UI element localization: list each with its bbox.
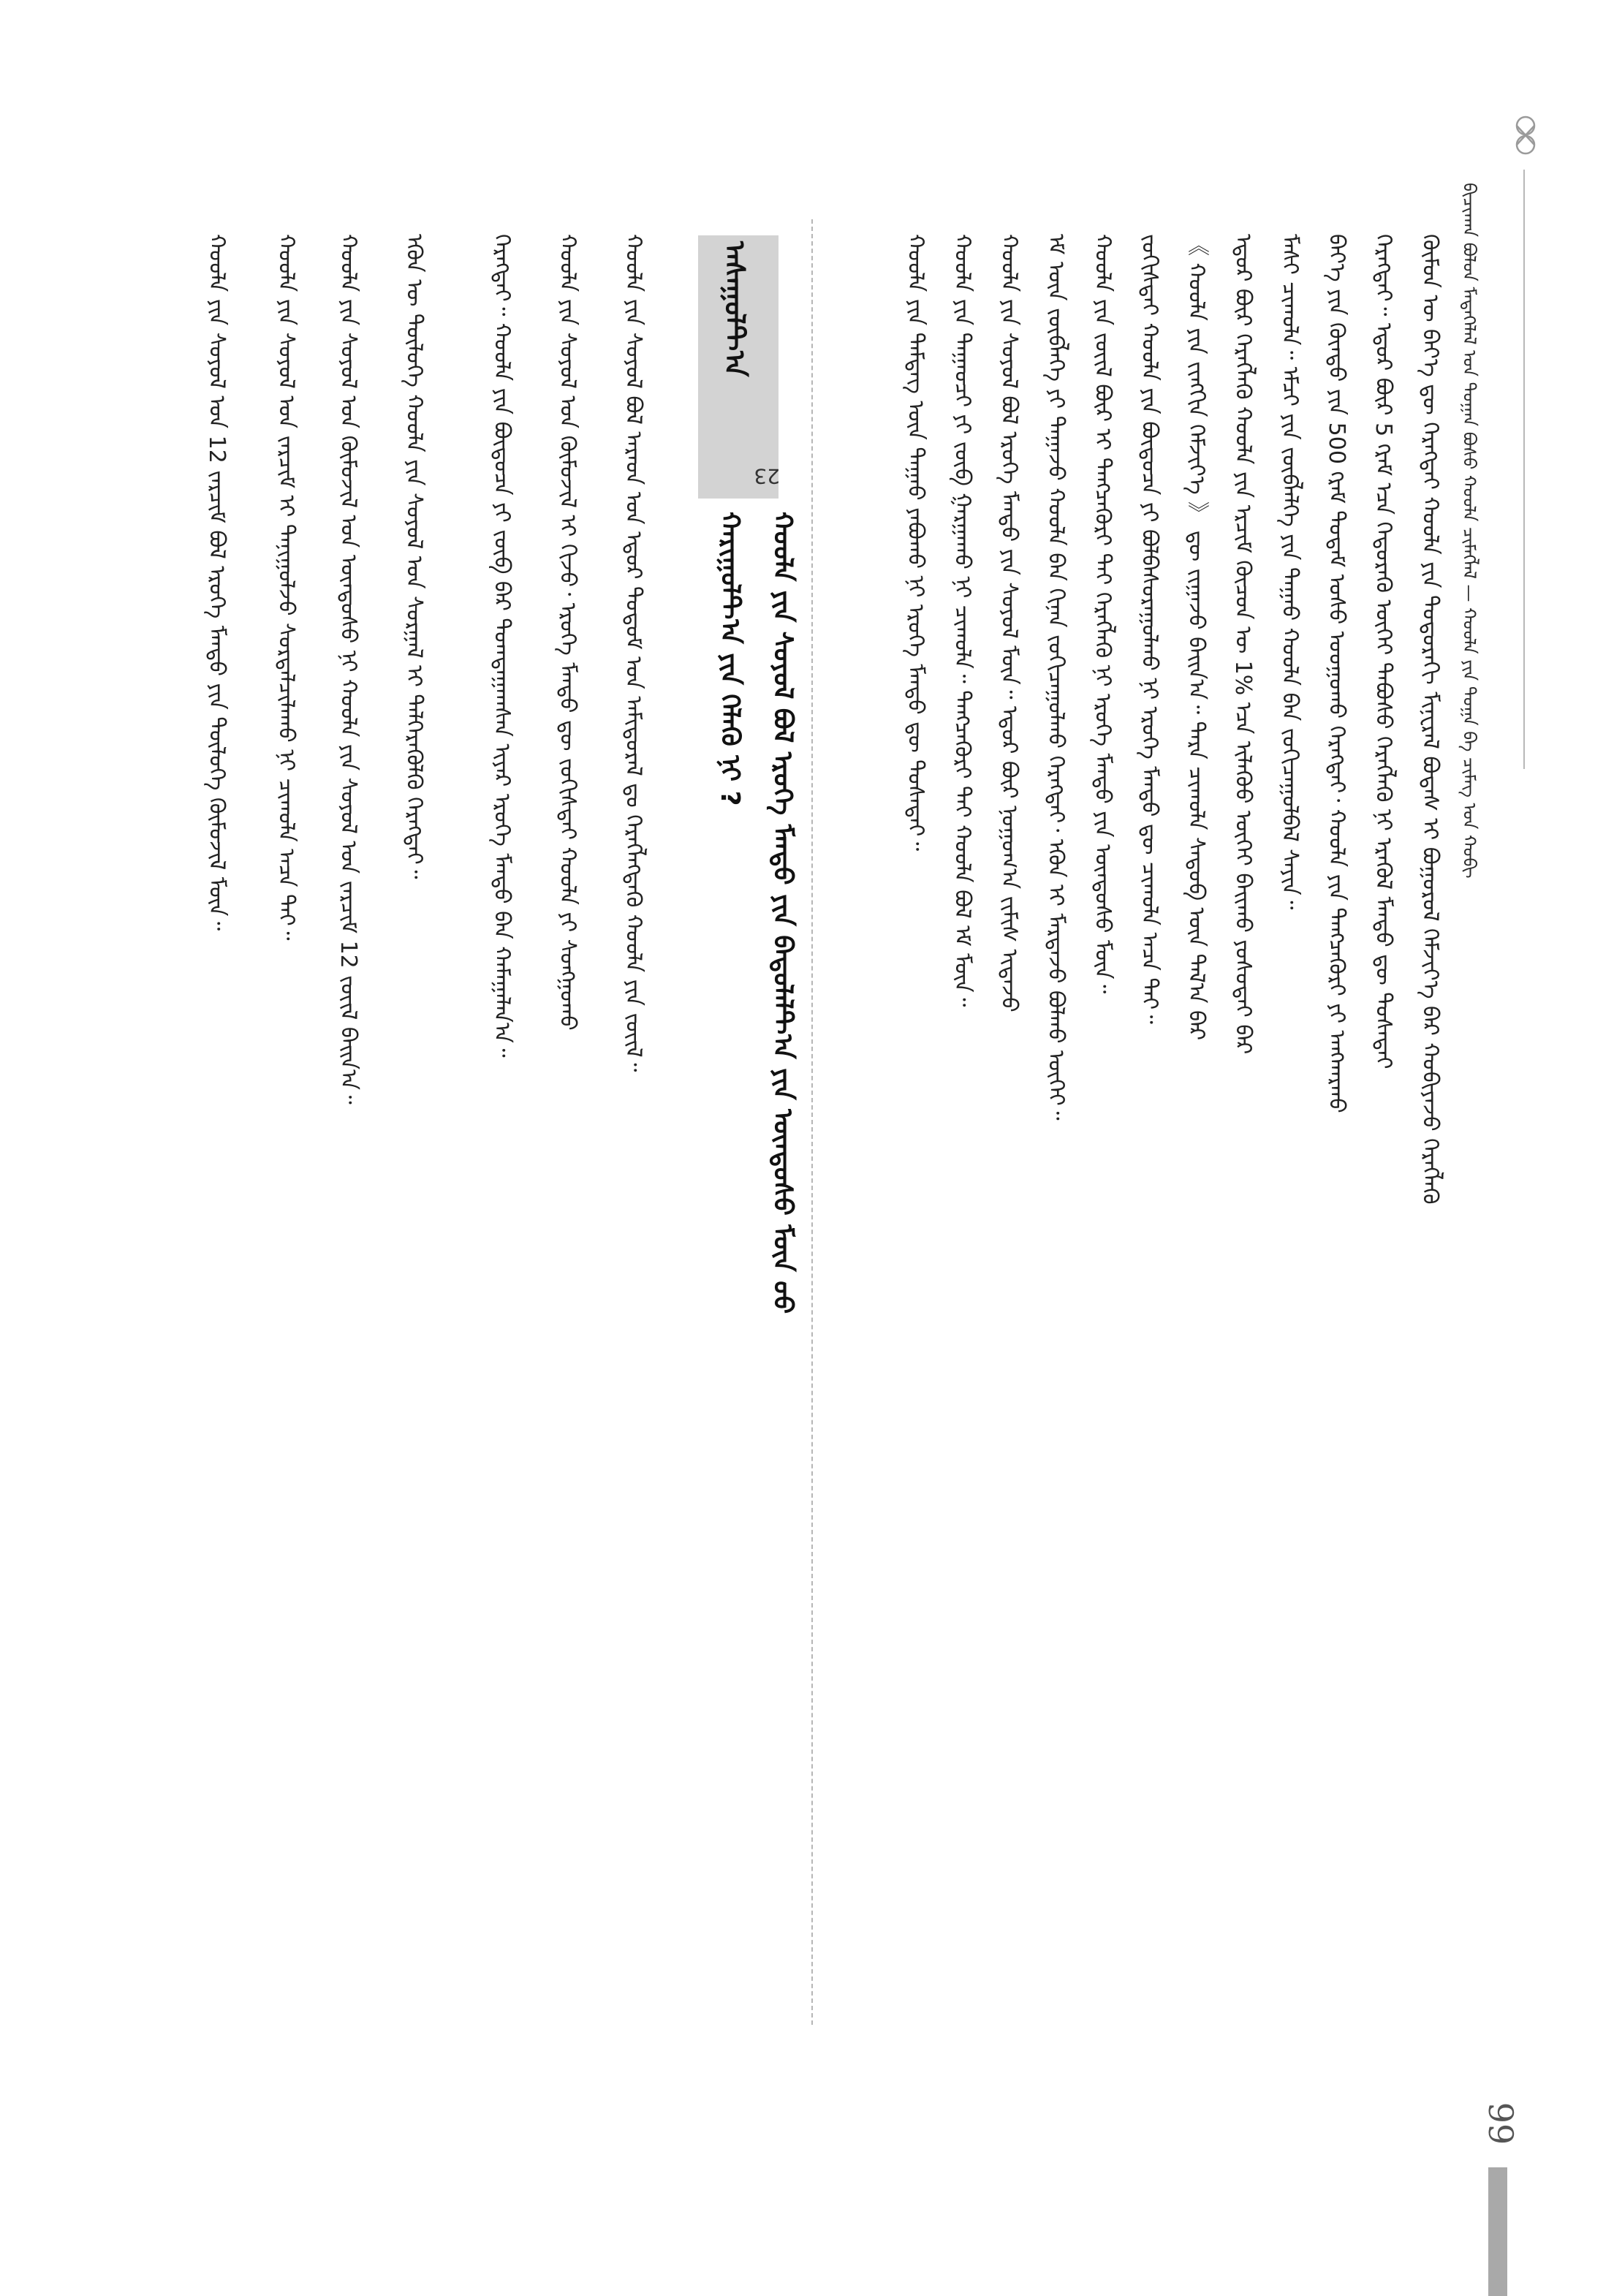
- paragraph-column: ᠡᠳᠦᠷ ᠪᠦᠷ ᠬᠡᠷᠡᠭᠯᠡᠬᠦ ᠬᠣᠣᠯᠠ ᠶᠢᠨ ᠡᠷᠴᠢᠮ ᠬᠦᠴᠦᠨ ᠦ 1% ᠡᠴᠡ ᠢᠯᠡᠭᠦᠦ ᠦᠭᠡᠢ ᠪᠠᠢᠬᠤ ᠶᠣᠰᠣᠲᠠᠢ ᠪᠡᠷ: [1230, 234, 1256, 1055]
- paragraph-column: ᠬᠦᠮᠦᠨ ᠦ ᠪᠡᠶ᠎ᠡ ᠳᠦ ᠬᠡᠷᠡᠭᠲᠡᠢ ᠬᠣᠣᠯᠠ ᠶᠢᠨ ᠳᠣᠲᠣᠷᠠᠬᠢ ᠮᠢᠨᠧᠷᠠᠯ ᠪᠣᠳᠠᠰ ᠢ ᠪᠣᠭᠣᠷᠣᠯ ᠬᠡᠮᠵᠢᠶ᠎ᠡ ᠪᠡᠷ ᠬᠤᠪᠢᠶᠠᠵᠤ ᠬᠡᠷᠡᠭᠯᠡᠬᠦ: [1417, 234, 1443, 1205]
- answer-column: ᠬᠣᠣᠯᠠ ᠶᠢᠨ ᠰᠣᠶᠣᠯ ᠤᠨ ᠵᠠᠷᠴᠢᠮ ᠢ ᠲᠠᠨᠢᠭᠤᠯᠵᠤ ᠰᠤᠷᠲᠠᠯᠴᠢᠯᠠᠬᠤ ᠨᠢ ᠴᠢᠬᠤᠯᠠ ᠠᠴᠠ ᠲᠠᠢ᠃: [273, 234, 299, 941]
- question-title-line-2: ᠬᠠᠷᠢᠭᠤᠯᠲ᠎ᠠ ᠶᠢᠨ ᠬᠡᠯᠡᠬᠦ ᠨᠢ ?: [715, 512, 745, 806]
- paragraph-column: ᠬᠣᠣᠯᠠ ᠶᠢᠨ ᠵᠦᠢᠯ ᠪᠦᠷ ᠢ ᠲᠡᠩᠴᠡᠭᠦᠷᠢ ᠲᠠᠢ ᠬᠡᠷᠡᠭᠯᠡᠬᠦ ᠨᠢ ᠡᠷᠦᠬᠡ ᠮᠡᠨᠳᠦ ᠶᠢᠨ ᠦᠨᠳᠦᠰᠦ ᠮᠥᠨ᠃: [1090, 234, 1115, 994]
- paragraph-column: ᠪᠡᠶ᠎ᠡ ᠶᠢᠨ ᠬᠦᠨᠳᠦ ᠶᠢᠨ 500 ᠭᠷᠠᠮ ᠲᠤᠲᠠᠮ ᠤᠰᠤ ᠤᠤᠭᠤᠬᠤ ᠬᠡᠷᠡᠭᠲᠡᠢ᠂ ᠬᠣᠣᠯᠠ ᠶᠢᠨ ᠲᠡᠩᠴᠡᠭᠦᠷᠢ ᠶᠢ ᠠᠩᠬᠠᠷᠬᠤ: [1324, 234, 1349, 1113]
- answer-column: ᠬᠣᠣᠯᠠ ᠶᠢᠨ ᠰᠣᠶᠣᠯ ᠪᠣᠯ ᠠᠷᠠᠳ ᠤᠨ ᠡᠳᠦᠷ ᠲᠤᠲᠤᠮ ᠤᠨ ᠠᠮᠢᠳᠤᠷᠠᠯ ᠳᠤ ᠬᠡᠷᠡᠭᠯᠡᠭᠳᠡᠬᠦ ᠬᠣᠣᠯᠠ ᠶᠢᠨ ᠵᠦᠢᠯ᠃: [621, 234, 646, 1072]
- paragraph-column: ᠬᠣᠣᠯᠠ ᠶᠢᠨ ᠲᠡᠮᠳᠡᠭ ᠦᠨ ᠳᠠᠭᠠᠤ ᠶᠠᠪᠤᠬᠤ ᠨᠢ ᠡᠷᠦᠬᠡ ᠮᠡᠨᠳᠦ ᠳᠦ ᠲᠤᠰᠠᠲᠠᠢ᠃: [903, 234, 928, 852]
- paragraph-column: ᠡᠮ ᠦᠨ ᠵᠥᠪᠯᠡᠭᠡ ᠶᠢ ᠳᠠᠭᠠᠵᠤ ᠬᠣᠣᠯᠠ ᠪᠡᠨ ᠬᠢᠨᠠᠨ ᠵᠣᠬᠢᠴᠠᠭᠤᠯᠬᠤ ᠬᠡᠷᠡᠭᠲᠡᠢ᠂ ᠡᠭᠦᠨ ᠢ ᠮᠠᠷᠲᠠᠵᠤ ᠪᠣᠯᠬᠤ ᠦᠭᠡᠢ᠃: [1043, 234, 1069, 1121]
- paragraph-column: 《 ᠬᠣᠣᠯᠠ ᠶᠢᠨ ᠵᠢᠩᠭᠢᠨ ᠬᠡᠮᠵᠢᠶ᠎ᠡ 》 ᠳᠦ ᠵᠢᠭᠠᠵᠤ ᠪᠠᠢᠨ᠎ᠠ᠃ ᠲᠡᠷᠡ ᠴᠢᠬᠤᠯᠠ ᠰᠡᠳᠦᠪ ᠦᠨ ᠲᠠᠯ᠎ᠠ ᠪᠡᠷ: [1183, 234, 1209, 1041]
- paragraph-column: ᠬᠣᠣᠯᠠ ᠶᠢᠨ ᠰᠣᠶᠣᠯ ᠪᠣᠯ ᠡᠷᠦᠬᠡ ᠮᠡᠨᠳᠦ ᠶᠢᠨ ᠰᠣᠶᠣᠯ ᠮᠥᠨ᠃ ᠡᠳᠦᠷ ᠪᠦᠷ ᠨᠣᠭᠣᠭ᠎ᠠ ᠵᠢᠮᠢᠰ ᠢᠳᠡᠵᠦ: [996, 234, 1022, 1012]
- answer-column: ᠬᠡᠷᠡᠭᠲᠡᠢ᠃ ᠬᠣᠣᠯᠠ ᠶᠢᠨ ᠪᠦᠲᠦᠴᠡ ᠶᠢ ᠵᠥᠪ ᠪᠡᠷ ᠲᠣᠭᠲᠠᠭᠠᠭᠰᠠᠨ ᠢᠶᠠᠷ ᠡᠷᠦᠬᠡ ᠮᠡᠨᠳᠦ ᠪᠡᠨ ᠬᠠᠮᠠᠭᠠᠯᠠᠨ᠎ᠠ᠃: [489, 234, 515, 1058]
- paragraph-column: ᠮᠠᠰᠢ ᠴᠢᠬᠤᠯᠠ᠃ ᠡᠮᠴᠢ ᠶᠢᠨ ᠵᠥᠪᠯᠡᠯᠭᠡ ᠶᠢᠨ ᠳᠠᠭᠠᠤ ᠬᠣᠣᠯᠠ ᠪᠡᠨ ᠵᠣᠬᠢᠴᠠᠭᠤᠯᠪᠠᠯ ᠰᠠᠶᠢᠨ᠃: [1277, 234, 1303, 910]
- question-number: 23: [754, 464, 780, 488]
- answer-column: ᠡᠭᠦᠨ ᠦ ᠲᠥᠯᠥᠭᠡ ᠬᠣᠣᠯᠠ ᠶᠢᠨ ᠰᠣᠶᠣᠯ ᠤᠨ ᠰᠤᠷᠭᠠᠯ ᠢ ᠳᠡᠯᠭᠡᠷᠡᠭᠦᠯᠬᠦ ᠬᠡᠷᠡᠭᠲᠡᠢ᠃: [401, 234, 427, 879]
- ornament-icon: [1500, 110, 1551, 161]
- running-title-rule: [1523, 170, 1525, 769]
- answer-column: ᠬᠣᠣᠯᠠ ᠶᠢᠨ ᠰᠣᠶᠣᠯ ᠤᠨ ᠬᠦᠮᠦᠵᠢᠯ ᠤᠨ ᠦᠨᠳᠦᠰᠦ ᠨᠢ ᠬᠣᠣᠯᠠ ᠶᠢᠨ ᠰᠣᠶᠣᠯ ᠤᠨ ᠵᠠᠷᠴᠢᠮ 12 ᠵᠦᠢᠯ ᠪᠠᠢᠨ᠎ᠠ᠃: [336, 234, 361, 1105]
- answer-column: ᠬᠣᠣᠯᠠ ᠶᠢᠨ ᠰᠣᠶᠣᠯ ᠤᠨ ᠬᠦᠮᠦᠵᠢᠯ ᠢ ᠬᠢᠵᠦ᠂ ᠡᠷᠦᠬᠡ ᠮᠡᠨᠳᠦ ᠳᠦ ᠵᠣᠬᠢᠰᠲᠠᠢ ᠬᠣᠣᠯᠠ ᠶᠢ ᠰᠣᠩᠭᠣᠬᠤ: [555, 234, 580, 1031]
- question-title-line-1: ᠬᠣᠣᠯᠠ ᠶᠢᠨ ᠰᠣᠶᠣᠯ ᠪᠣᠯ ᠡᠷᠦᠬᠡ ᠮᠡᠨᠳᠦ ᠶᠢᠨ ᠪᠠᠲᠤᠯᠠᠯᠲ᠎ᠠ ᠶᠢᠨ ᠦᠨᠳᠦᠰᠦ ᠮᠥᠨ ᠦᠦ: [768, 512, 797, 1314]
- margin-bar: [1488, 2167, 1507, 2296]
- running-title: ᠪᠢᠴᠢᠬᠠᠨ ᠪᠣᠯᠣᠨ ᠮᠡᠳᠡᠭᠡᠯᠡᠯ ᠤᠨ ᠲᠣᠭᠠᠨ ᠪᠣᠰᠤ ᠬᠣᠣᠯᠠ ᠴᠢᠮᠡᠭᠯᠡᠯ — ᠬᠣᠣᠯᠠ ᠶᠢᠨ ᠲᠣᠭᠠ ᠪᠠ ᠴᠢᠮᠡᠭ ᠤᠨ ᠬᠤᠪᠢ: [1459, 183, 1480, 879]
- paragraph-column: ᠵᠣᠬᠢᠰᠲᠠᠢ ᠬᠣᠣᠯᠠ ᠶᠢᠨ ᠪᠦᠲᠦᠴᠡ ᠶᠢ ᠪᠣᠯᠪᠠᠰᠤᠷᠠᠭᠤᠯᠬᠤ ᠨᠢ ᠡᠷᠦᠬᠡ ᠮᠡᠨᠳᠦ ᠳᠦ ᠴᠢᠬᠤᠯᠠ ᠠᠴᠠ ᠲᠠᠢ᠃: [1137, 234, 1162, 1024]
- section-separator: [811, 219, 813, 2025]
- answer-column: ᠬᠣᠣᠯᠠ ᠶᠢᠨ ᠰᠣᠶᠣᠯ ᠤᠨ 12 ᠵᠠᠷᠴᠢᠮ ᠪᠣᠯ ᠡᠷᠦᠬᠡ ᠮᠡᠨᠳᠦ ᠶᠢᠨ ᠲᠥᠯᠥᠭᠡ ᠬᠦᠮᠦᠵᠢᠯ ᠮᠥᠨ᠃: [204, 234, 230, 931]
- paragraph-column: ᠬᠡᠷᠡᠭᠲᠡᠢ᠃ ᠡᠳᠦᠷ ᠪᠦᠷ 5 ᠭᠷᠠᠮ ᠡᠴᠡ ᠬᠡᠲᠦᠷᠡᠬᠦ ᠦᠭᠡᠢ ᠳᠠᠪᠤᠰᠤ ᠬᠡᠷᠡᠭᠯᠡᠬᠦ ᠨᠢ ᠡᠷᠡᠭᠦᠯ ᠮᠡᠨᠳᠦ ᠳᠦ ᠲᠤᠰᠠᠲᠠᠢ: [1371, 234, 1396, 1069]
- page-number: 99: [1481, 2102, 1520, 2145]
- paragraph-column: ᠬᠣᠣᠯᠠ ᠶᠢᠨ ᠳᠠᠭᠠᠤᠴᠢ ᠶᠢ ᠵᠥᠪ ᠭᠠᠷᠭᠠᠬᠤ ᠨᠢ ᠴᠢᠬᠤᠯᠠ᠃ ᠲᠡᠩᠴᠡᠭᠦᠷᠢ ᠲᠠᠢ ᠬᠣᠣᠯᠠ ᠪᠣᠯ ᠡᠮ ᠮᠥᠨ᠃: [950, 234, 975, 1007]
- question-label: ᠠᠰᠠᠭᠤᠯᠲ᠎ᠠ: [719, 241, 751, 377]
